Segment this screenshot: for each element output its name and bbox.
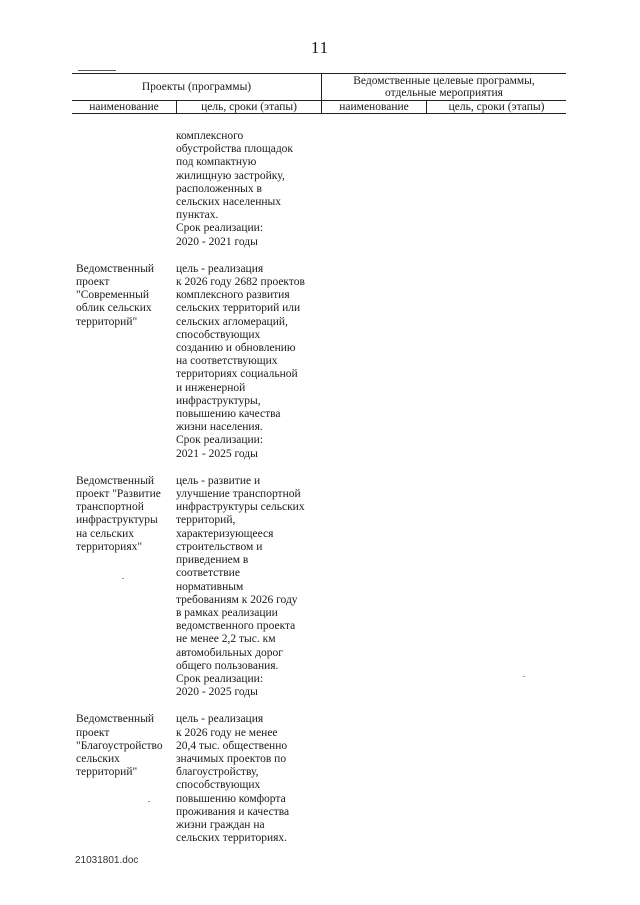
- header-col-name-1: наименование: [72, 101, 177, 114]
- page-number: 11: [310, 38, 330, 57]
- scan-speck: [148, 801, 150, 802]
- table-row: [76, 713, 556, 845]
- header-group-departmental: Ведомственные целевые программы, отдельные мероприятия: [322, 74, 567, 101]
- scan-speck: [523, 676, 525, 677]
- scan-speck: [122, 578, 124, 579]
- header-col-goal-1: цель, сроки (этапы): [177, 101, 322, 114]
- row-goal: цель - реализация к 2026 году 2682 проектов комплексного развития сельских территорий или сельских агломераций, способствующих созданию и обновлению на соответствующих территориях социальной и инженерной инфраструктуры, повышению качества жизни населения. Срок реализации: 2021 - 2025 годы: [176, 262, 305, 460]
- row-name: Ведомственный проект "Развитие транспортной инфраструктуры на сельских территориях": [76, 474, 161, 553]
- table-row: [76, 475, 556, 699]
- table-row: [76, 263, 556, 461]
- table-header: [72, 73, 566, 114]
- table-body: [76, 130, 556, 859]
- table-row: [76, 130, 556, 249]
- row-goal: цель - развитие и улучшение транспортной инфраструктуры сельских территорий, характеризующееся строительством и приведением в соответствие нормативным требованиям к 2026 году в рамках реализации ведомственного проекта не менее 2,2 тыс. км автомобильных дорог общего пользования. Срок реализации: 2020 - 2025 годы: [176, 474, 305, 699]
- document-code: 21031801.doc: [75, 855, 139, 866]
- row-goal: комплексного обустройства площадок под компактную жилищную застройку, расположенных в сельских населенных пунктах. Срок реализации: 2020 - 2021 годы: [176, 130, 294, 248]
- top-rule: [78, 70, 116, 71]
- header-col-name-2: наименование: [322, 101, 427, 114]
- row-goal: цель - реализация к 2026 году не менее 20,4 тыс. общественно значимых проектов по благоустройству, способствующих повышению комфорта проживания и качества жизни граждан на сельских территориях.: [176, 713, 290, 845]
- header-group-projects: Проекты (программы): [72, 74, 322, 101]
- header-col-goal-2: цель, сроки (этапы): [427, 101, 567, 114]
- row-name: Ведомственный проект "Современный облик сельских территорий": [76, 262, 155, 328]
- row-name: [76, 130, 176, 249]
- row-name: Ведомственный проект "Благоустройство сельских территорий": [76, 713, 163, 779]
